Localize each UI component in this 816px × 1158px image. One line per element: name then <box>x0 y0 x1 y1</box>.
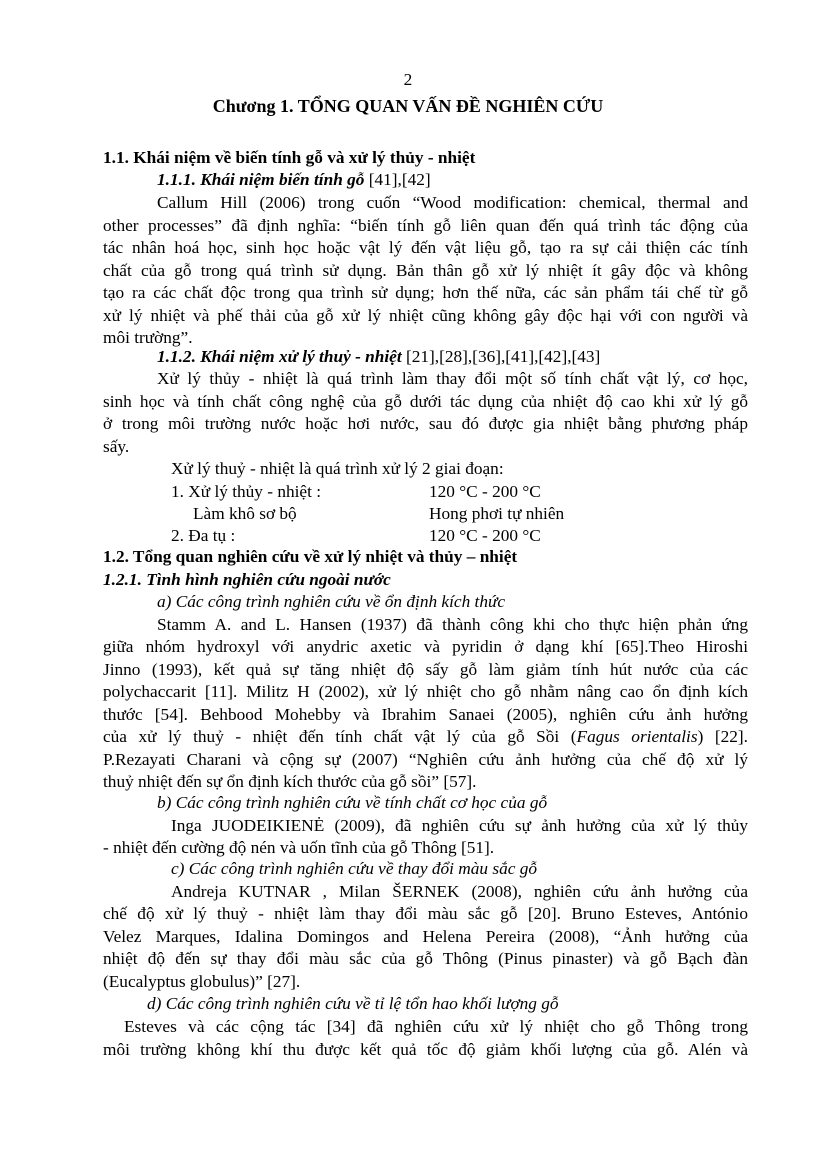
paragraph-line: tác nhân hoá học, sinh học hoặc vật lý đến vật liệu gỗ, tạo ra sự cải thiện các tính <box>103 238 748 257</box>
paragraph-line: chế độ xử lý thuỷ - nhiệt làm thay đổi màu sắc gỗ [20]. Bruno Esteves, António <box>103 904 748 923</box>
subsection-refs: [21],[28],[36],[41],[42],[43] <box>401 347 601 366</box>
paragraph-line: nhiệt độ đến sự thay đổi màu sắc của gỗ Thông (Pinus pinaster) và gỗ Bạch đàn <box>103 949 748 968</box>
paragraph-line: sinh học và tính chất công nghệ của gỗ dưới tác dụng của nhiệt độ cao khi xử lý gỗ <box>103 392 748 411</box>
paragraph-line: xử lý nhiệt và phế thải của gỗ xử lý nhiệt cũng không gây độc hại với con người và <box>103 306 748 325</box>
subsection-1-1-1-heading <box>157 169 431 191</box>
step-value: Hong phơi tự nhiên <box>429 504 565 523</box>
paragraph-line: Velez Marques, Idalina Domingos and Helena Pereira (2008), “Ảnh hưởng của <box>103 927 748 946</box>
chapter-title: Chương 1. TỔNG QUAN VẤN ĐỀ NGHIÊN CỨU <box>212 96 604 116</box>
paragraph-line: Esteves và các cộng tác [34] đã nghiên cứu xử lý nhiệt cho gỗ Thông trong <box>124 1017 748 1036</box>
paragraph-line: chất của gỗ trong quá trình sử dụng. Bản thân gỗ xử lý nhiệt ít gây độc và không <box>103 261 748 280</box>
topic-b-title: b) Các công trình nghiên cứu về tính chất cơ học của gỗ <box>157 793 548 812</box>
paragraph-line: P.Rezayati Charani và cộng sự (2007) “Nghiên cứu ảnh hưởng của chế độ xử lý <box>103 750 748 769</box>
paragraph-line: sấy. <box>103 437 130 456</box>
topic-c-title: c) Các công trình nghiên cứu về thay đổi màu sắc gỗ <box>171 859 538 878</box>
topic-d-title: d) Các công trình nghiên cứu về tỉ lệ tổn hao khối lượng gỗ <box>147 994 559 1013</box>
paragraph-line: polychaccarit [11]. Militz H (2002), xử lý nhiệt cho gỗ nhằm nâng cao ổn định kích <box>103 682 748 701</box>
subsection-title: 1.1.2. Khái niệm xử lý thuỷ - nhiệt <box>157 347 402 366</box>
paragraph-line: Stamm A. and L. Hansen (1937) đã thành công khi cho thực hiện phản ứng <box>157 615 748 634</box>
paragraph-line: Andreja KUTNAR , Milan ŠERNEK (2008), nghiên cứu ảnh hưởng của <box>171 882 748 901</box>
subsection-title: 1.1.1. Khái niệm biến tính gỗ <box>157 170 365 189</box>
paragraph-line: - nhiệt đến cường độ nén và uốn tĩnh của gỗ Thông [51]. <box>103 838 495 857</box>
subsection-refs: [41],[42] <box>364 170 431 189</box>
paragraph-line: Inga JUODEIKIENĖ (2009), đã nghiên cứu sự ảnh hưởng của xử lý thủy <box>171 816 748 835</box>
paragraph-line: Callum Hill (2006) trong cuốn “Wood modification: chemical, thermal and <box>157 193 748 212</box>
section-1-1-heading: 1.1. Khái niệm về biến tính gỗ và xử lý thủy - nhiệt <box>103 148 476 167</box>
paragraph-line: other processes” đã định nghĩa: “biến tính gỗ liên quan đến quá trình tác động của <box>103 216 748 235</box>
topic-a-title: a) Các công trình nghiên cứu về ổn định kích thức <box>157 592 506 611</box>
paragraph-line: ở trong môi trường nước hoặc hơi nước, sau đó được gia nhiệt bằng phương pháp <box>103 414 748 433</box>
list-intro: Xử lý thuỷ - nhiệt là quá trình xử lý 2 giai đoạn: <box>171 459 504 478</box>
paragraph-line: Xử lý thủy - nhiệt là quá trình làm thay đổi một số tính chất vật lý, cơ học, <box>157 369 748 388</box>
subsection-1-2-1-heading: 1.2.1. Tình hình nghiên cứu ngoài nước <box>103 570 391 589</box>
step-value: 120 °C - 200 °C <box>429 526 541 545</box>
species-name: Fagus orientalis <box>576 727 698 746</box>
paragraph-line: giữa nhóm hydroxyl với anydric axetic và pyridin ở dạng khí [65].Theo Hiroshi <box>103 637 748 656</box>
paragraph-line: tạo ra các chất độc trong qua trình sử dụng; hơn thế nữa, các sản phẩm tái chế từ gỗ <box>103 283 748 302</box>
paragraph-line <box>103 726 748 748</box>
step-value: 120 °C - 200 °C <box>429 482 541 501</box>
paragraph-line: thuỷ nhiệt đến sự ổn định kích thước của gỗ sồi” [57]. <box>103 772 477 791</box>
paragraph-line: thước [54]. Behbood Mohebby và Ibrahim Sanaei (2005), nghiên cứu ảnh hưởng <box>103 705 748 724</box>
step-label: 1. Xử lý thủy - nhiệt : <box>171 482 322 501</box>
text-run: ) [22]. <box>697 727 748 746</box>
text-run: của xử lý thuỷ - nhiệt đến tính chất vật lý của gỗ Sồi ( <box>103 727 577 746</box>
step-label: 2. Đa tụ : <box>171 526 236 545</box>
paragraph-line: (Eucalyptus globulus)” [27]. <box>103 972 301 991</box>
section-1-2-heading: 1.2. Tổng quan nghiên cứu về xử lý nhiệt và thủy – nhiệt <box>103 547 518 566</box>
paragraph-line: Jinno (1993), kết quả sự tăng nhiệt độ sấy gỗ làm giảm tính hút nước của các <box>103 660 748 679</box>
paragraph-line: môi trường không khí thu được kết quả tốc độ giảm khối lượng của gỗ. Alén và <box>103 1040 748 1059</box>
subsection-1-1-2-heading <box>157 346 600 368</box>
step-label: Làm khô sơ bộ <box>193 504 297 523</box>
paragraph-line: môi trường”. <box>103 328 193 347</box>
page-number: 2 <box>403 70 413 89</box>
